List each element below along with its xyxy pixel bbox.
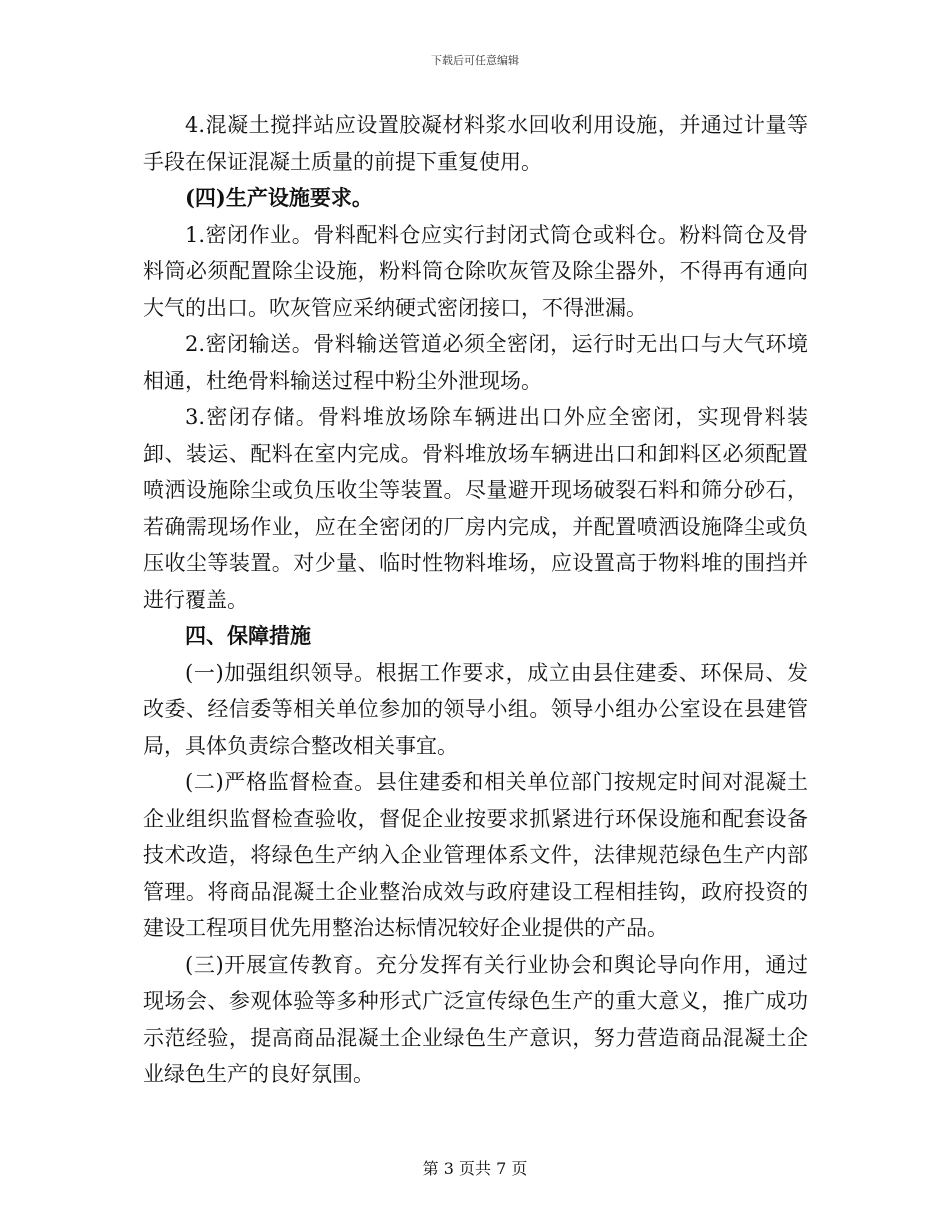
section-heading-facility-requirements: (四)生产设施要求。 — [185, 185, 373, 210]
paragraph-closed-operation: 1.密闭作业。骨料配料仓应实行封闭式筒仓或料仓。粉料筒仓及骨料筒必须配置除尘设施，粉料筒仓除吹灰管及除尘器外，不得再有通向大气的出口。吹灰管应采纳硬式密闭接口，不得泄漏。 — [143, 222, 808, 320]
page-header: 下载后可任意编辑 — [431, 54, 519, 67]
section-heading-safeguard-measures: 四、保障措施 — [185, 623, 311, 648]
paragraph-item-4-recycling: 4.混凝土搅拌站应设置胶凝材料浆水回收利用设施，并通过计量等手段在保证混凝土质量的前提下重复使用。 — [143, 113, 808, 174]
paragraph-closed-storage: 3.密闭存储。骨料堆放场除车辆进出口外应全密闭，实现骨料装卸、装运、配料在室内完成。骨料堆放场车辆进出口和卸料区必须配置喷洒设施除尘或负压收尘等装置。尽量避开现场破裂石料和筛分砂石，若确需现场作业，应在全密闭的厂房内完成，并配置喷洒设施降尘或负压收尘等装置。对少量、临时性物料堆场，应设置高于物料堆的围挡并进行覆盖。 — [143, 405, 808, 612]
document-body — [143, 107, 808, 1093]
paragraph-supervision-inspection: (二)严格监督检查。县住建委和相关单位部门按规定时间对混凝土企业组织监督检查验收，督促企业按要求抓紧进行环保设施和配套设备技术改造，将绿色生产纳入企业管理体系文件，法律规范绿色生产内部管理。将商品混凝土企业整治成效与政府建设工程相挂钩，政府投资的建设工程项目优先用整治达标情况较好企业提供的产品。 — [143, 770, 808, 940]
paragraph-publicity-education: (三)开展宣传教育。充分发挥有关行业协会和舆论导向作用，通过现场会、参观体验等多种形式广泛宣传绿色生产的重大意义，推广成功示范经验，提高商品混凝土企业绿色生产意识，努力营造商品混凝土企业绿色生产的良好氛围。 — [143, 952, 808, 1086]
paragraph-closed-conveying: 2.密闭输送。骨料输送管道必须全密闭，运行时无出口与大气环境相通，杜绝骨料输送过程中粉尘外泄现场。 — [143, 332, 808, 393]
paragraph-organization-leadership: (一)加强组织领导。根据工作要求，成立由县住建委、环保局、发改委、经信委等相关单位参加的领导小组。领导小组办公室设在县建管局，具体负责综合整改相关事宜。 — [143, 660, 808, 758]
page-number: 第 3 页共 7 页 — [422, 1159, 528, 1178]
